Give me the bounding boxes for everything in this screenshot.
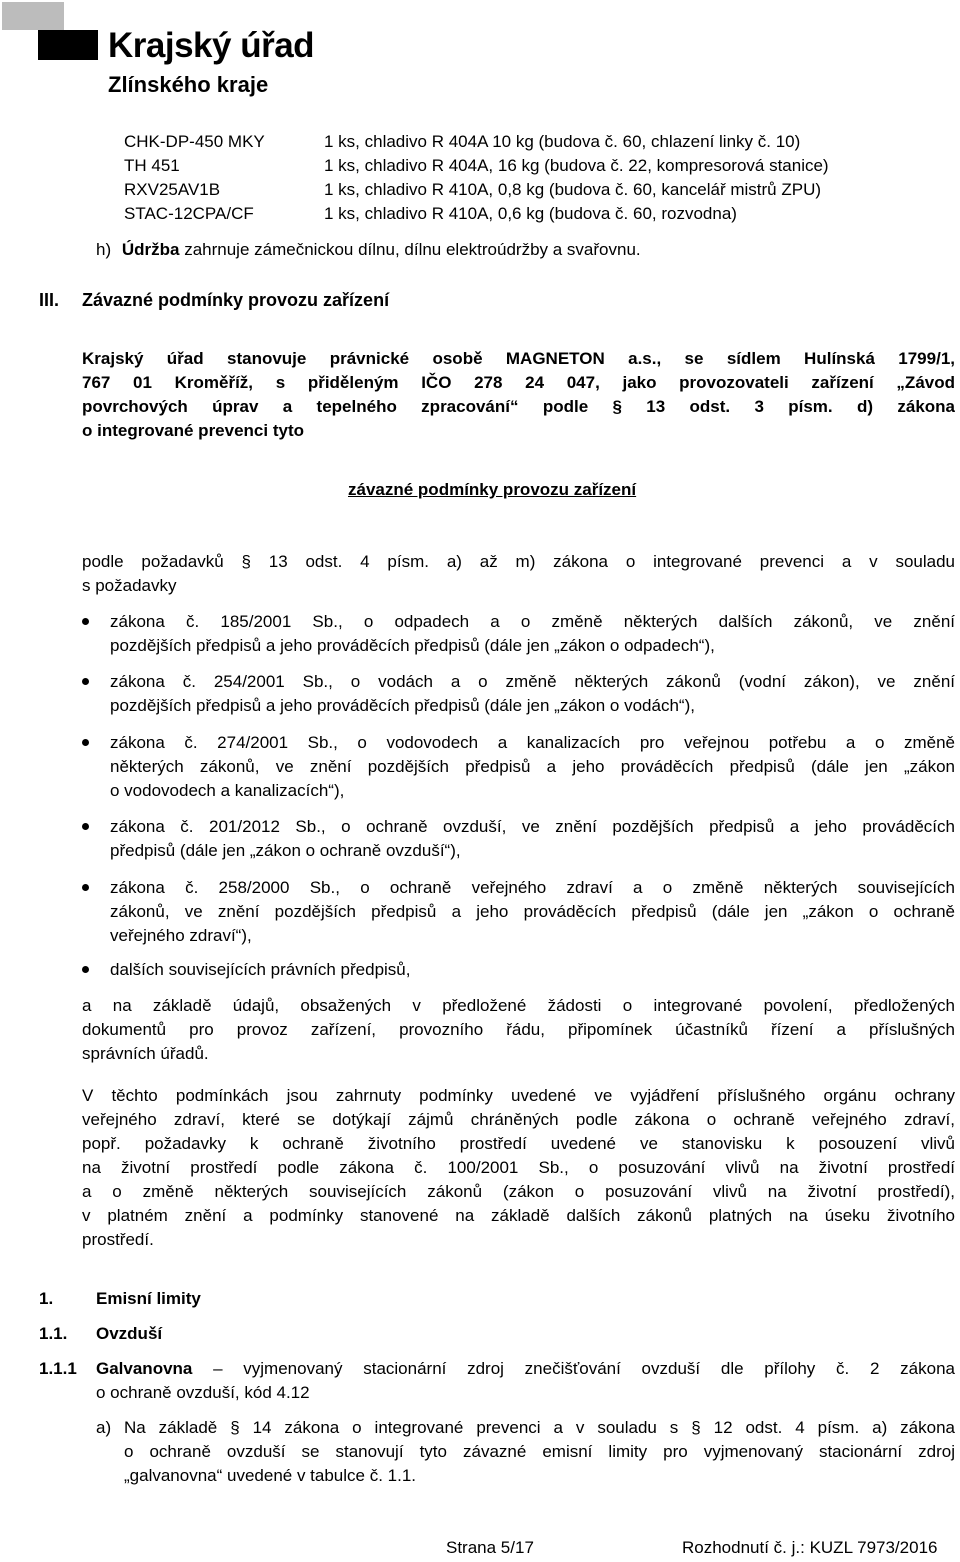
logo-square-black-left <box>38 30 66 60</box>
item-h <box>96 238 641 262</box>
conditions-line: v platném znění a podmínky stanovené na základě dalších zákonů platných na úseku životního <box>82 1206 955 1225</box>
intro-line: o integrované prevenci tyto <box>82 421 304 440</box>
org-logo <box>0 0 320 110</box>
law-line: předpisů (dále jen „zákon o ochraně ovzduší“), <box>110 841 461 860</box>
page-number: Strana 5/17 <box>446 1538 534 1557</box>
item-line2: o ochraně ovzduší, kód 4.12 <box>96 1383 310 1402</box>
subheading-title: Ovzduší <box>96 1324 163 1343</box>
law-line: o vodovodech a kanalizacích“), <box>110 781 345 800</box>
item-a-line: o ochraně ovzduší se stanovují tyto závazné emisní limity pro vyjmenovaný stacionární zdroj <box>124 1442 955 1461</box>
law-line: zákonů, ve znění pozdějších předpisů a jeho prováděcích předpisů (dále jen „zákon o ochraně <box>110 902 955 921</box>
item-a-line: Na základě § 14 zákona o integrované prevenci a v souladu s § 12 odst. 4 písm. a) zákona <box>124 1418 955 1437</box>
law-line: zákona č. 185/2001 Sb., o odpadech a o změně některých dalších zákonů, ve znění <box>110 612 955 631</box>
bullet-icon <box>82 966 89 973</box>
law-line: zákona č. 274/2001 Sb., o vodovodech a kanalizacích pro veřejnou potřebu a o změně <box>110 733 955 752</box>
subheading-number: 1.1. <box>39 1324 68 1343</box>
bullet-icon <box>82 884 89 891</box>
bullet-icon <box>82 823 89 830</box>
law-line: dalších souvisejících právních předpisů, <box>110 960 411 979</box>
bullet-icon <box>82 739 89 746</box>
law-line: pozdějších předpisů a jeho prováděcích předpisů (dále jen „zákon o odpadech“), <box>110 636 715 655</box>
law-line: pozdějších předpisů a jeho prováděcích předpisů (dále jen „zákon o vodách“), <box>110 696 695 715</box>
item-h-marker: h) <box>96 240 112 259</box>
law-line: zákona č. 254/2001 Sb., o vodách a o změně některých zákonů (vodní zákon), ve znění <box>110 672 955 691</box>
item-a-line: „galvanovna“ uvedené v tabulce č. 1.1. <box>124 1466 417 1485</box>
bullet-icon <box>82 618 89 625</box>
item-a-marker: a) <box>96 1418 112 1437</box>
equipment-code: CHK-DP-450 MKY <box>124 132 265 151</box>
conditions-line: veřejného zdraví, které se dotýkají zájmů chráněných podle zákona o ochraně veřejného zdraví, <box>82 1110 955 1129</box>
basis-line: dokumentů pro provoz zařízení, provozního řádu, připomínek účastníků řízení a příslušných <box>82 1020 955 1039</box>
basis-line: správních úřadů. <box>82 1044 209 1063</box>
equipment-code: STAC-12CPA/CF <box>124 204 254 223</box>
conditions-line: prostředí. <box>82 1230 154 1249</box>
equipment-desc: 1 ks, chladivo R 404A, 16 kg (budova č. 22, kompresorová stanice) <box>324 156 829 175</box>
item-h-bold: Údržba <box>121 240 180 259</box>
logo-line2: Zlínského kraje <box>108 72 269 97</box>
law-line: některých zákonů, ve znění pozdějších předpisů a jeho prováděcích předpisů (dále jen „zákon <box>110 757 955 776</box>
equipment-desc: 1 ks, chladivo R 410A, 0,8 kg (budova č. 60, kancelář mistrů ZPU) <box>324 180 822 199</box>
conditions-line: popř. požadavky k ochraně životního prostředí uvedené ve stanovisku k posouzení vlivů <box>82 1134 955 1153</box>
item-line <box>96 1357 955 1381</box>
equipment-code: TH 451 <box>124 156 180 175</box>
item-rest: – vyjmenovaný stacionární zdroj znečišťování ovzduší dle přílohy č. 2 zákona <box>192 1359 955 1378</box>
basis-line: a na základě údajů, obsažených v předložené žádosti o integrované povolení, předložených <box>82 996 955 1015</box>
logo-line1: Krajský úřad <box>108 26 315 65</box>
section-title: Závazné podmínky provozu zařízení <box>82 290 390 310</box>
equipment-code: RXV25AV1B <box>124 180 221 199</box>
intro-line: Krajský úřad stanovuje právnické osobě MAGNETON a.s., se sídlem Hulínská 1799/1, <box>82 349 955 368</box>
law-line: zákona č. 258/2000 Sb., o ochraně veřejného zdraví a o změně některých souvisejících <box>110 878 955 897</box>
section-number: III. <box>39 290 60 310</box>
law-line: zákona č. 201/2012 Sb., o ochraně ovzduší, ve znění pozdějších předpisů a jeho prováděcích <box>110 817 955 836</box>
item-bold: Galvanovna <box>96 1359 193 1378</box>
requirements-line: s požadavky <box>82 576 177 595</box>
bullet-icon <box>82 678 89 685</box>
item-h-text: zahrnuje zámečnickou dílnu, dílnu elektroúdržby a svařovnu. <box>179 240 641 259</box>
law-line: veřejného zdraví“), <box>110 926 252 945</box>
conditions-title: závazné podmínky provozu zařízení <box>348 480 637 499</box>
requirements-line: podle požadavků § 13 odst. 4 písm. a) až m) zákona o integrované prevenci a v souladu <box>82 552 955 571</box>
logo-square-black-right <box>64 30 98 60</box>
intro-line: 767 01 Kroměříž, s přiděleným IČO 278 24 047, jako provozovateli zařízení „Závod <box>82 373 955 392</box>
equipment-desc: 1 ks, chladivo R 404A 10 kg (budova č. 60, chlazení linky č. 10) <box>324 132 801 151</box>
heading-number: 1. <box>39 1289 54 1308</box>
conditions-line: na životní prostředí podle zákona č. 100/2001 Sb., o posuzování vlivů na životní prostředí <box>82 1158 955 1177</box>
conditions-line: a o změně některých souvisejících zákonů (zákon o posuzování vlivů na životní prostředí), <box>82 1182 955 1201</box>
conditions-line: V těchto podmínkách jsou zahrnuty podmínky uvedené ve vyjádření příslušného orgánu ochrany <box>82 1086 955 1105</box>
document-ref: Rozhodnutí č. j.: KUZL 7973/2016 <box>682 1538 938 1557</box>
item-number: 1.1.1 <box>39 1359 77 1378</box>
intro-line: povrchových úprav a tepelného zpracování“ podle § 13 odst. 3 písm. d) zákona <box>82 397 955 416</box>
heading-title: Emisní limity <box>96 1289 201 1308</box>
logo-square-grey <box>2 2 64 30</box>
equipment-desc: 1 ks, chladivo R 410A, 0,6 kg (budova č. 60, rozvodna) <box>324 204 737 223</box>
